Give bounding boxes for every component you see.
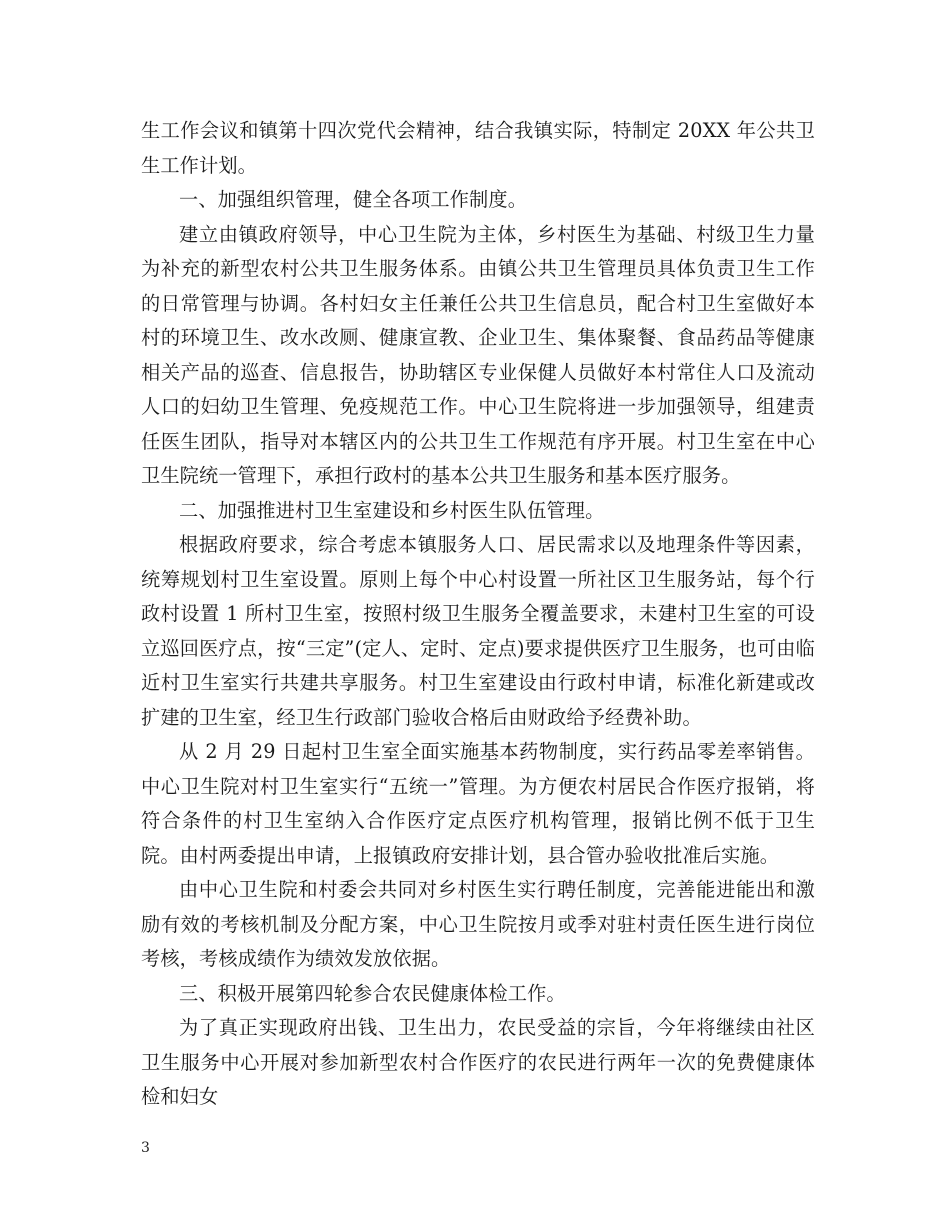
- section-heading-1: 一、加强组织管理，健全各项工作制度。: [179, 188, 528, 211]
- paragraph: 根据政府要求，综合考虑本镇服务人口、居民需求以及地理条件等因素，统筹规划村卫生室设置。原则上每个中心村设置一所社区卫生服务站，每个行政村设置 1 所村卫生室，按照村级卫生服务全覆盖要求，未建村卫生室的可设立巡回医疗点，按“三定”(定人、定时、定点)要求提供医疗卫生服务，也可由临近村卫生室实行共建共享服务。村卫生室建设由行政村申请，标准化新建或改扩建的卫生室，经卫生行政部门验收合格后由财政给予经费补助。: [141, 533, 815, 729]
- document-body: [141, 114, 815, 1115]
- paragraph-continuation: 生工作会议和镇第十四次党代会精神，结合我镇实际，特制定 20XX 年公共卫生工作计划。: [141, 119, 815, 177]
- paragraph: 由中心卫生院和村委会共同对乡村医生实行聘任制度，完善能进能出和激励有效的考核机制及分配方案，中心卫生院按月或季对驻村责任医生进行岗位考核，考核成绩作为绩效发放依据。: [141, 878, 815, 970]
- paragraph: 从 2 月 29 日起村卫生室全面实施基本药物制度，实行药品零差率销售。中心卫生院对村卫生室实行“五统一”管理。为方便农村居民合作医疗报销，将符合条件的村卫生室纳入合作医疗定点医疗机构管理，报销比例不低于卫生院。由村两委提出申请，上报镇政府安排计划，县合管办验收批准后实施。: [141, 740, 815, 867]
- paragraph: 建立由镇政府领导，中心卫生院为主体，乡村医生为基础、村级卫生力量为补充的新型农村公共卫生服务体系。由镇公共卫生管理员具体负责卫生工作的日常管理与协调。各村妇女主任兼任公共卫生信息员，配合村卫生室做好本村的环境卫生、改水改厕、健康宣教、企业卫生、集体聚餐、食品药品等健康相关产品的巡查、信息报告，协助辖区专业保健人员做好本村常住人口及流动人口的妇幼卫生管理、免疫规范工作。中心卫生院将进一步加强领导，组建责任医生团队，指导对本辖区内的公共卫生工作规范有序开展。村卫生室在中心卫生院统一管理下，承担行政村的基本公共卫生服务和基本医疗服务。: [141, 222, 815, 487]
- page-number: 3: [141, 1140, 150, 1156]
- section-heading-2: 二、加强推进村卫生室建设和乡村医生队伍管理。: [179, 498, 605, 522]
- paragraph: 为了真正实现政府出钱、卫生出力，农民受益的宗旨，今年将继续由社区卫生服务中心开展对参加新型农村合作医疗的农民进行两年一次的免费健康体检和妇女: [141, 1016, 815, 1108]
- section-heading-3: 三、积极开展第四轮参合农民健康体检工作。: [179, 981, 566, 1005]
